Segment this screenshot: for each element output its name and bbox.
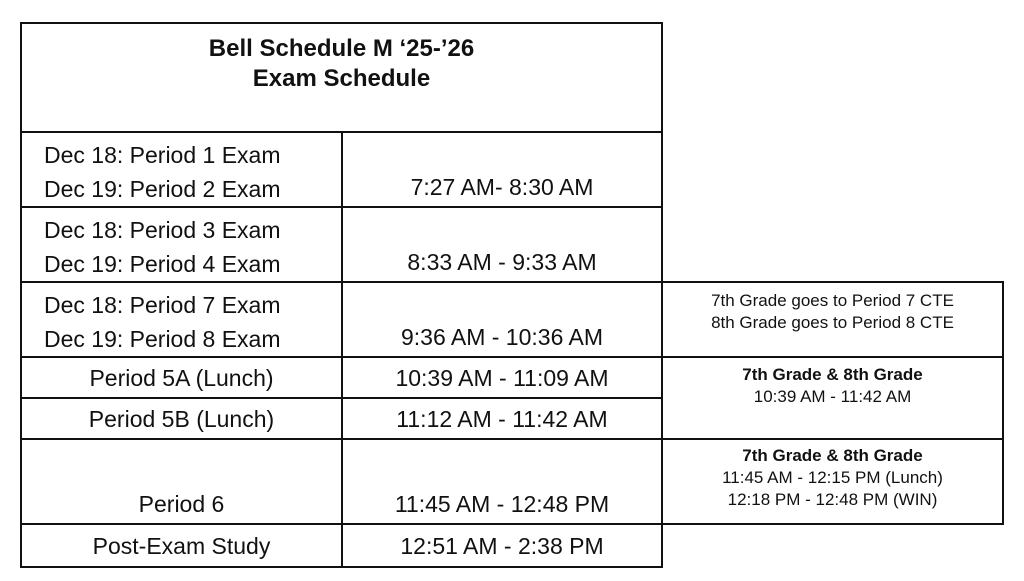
time-cell (341, 438, 663, 525)
note-line: 8th Grade goes to Period 8 CTE (711, 313, 954, 332)
exam-line: Dec 18: Period 7 Exam (44, 292, 281, 318)
exam-cell-period-7-8 (20, 281, 343, 358)
exam-line: Dec 19: Period 2 Exam (44, 176, 281, 202)
cte-note (661, 281, 1004, 358)
period-6-note (661, 438, 1004, 525)
note-heading (663, 364, 1002, 386)
exam-line: Dec 18: Period 3 Exam (44, 217, 281, 243)
time-cell (341, 281, 663, 358)
exam-line: Dec 19: Period 4 Exam (44, 251, 281, 277)
note-heading (663, 445, 1002, 467)
period-label: Period 6 (138, 491, 225, 517)
time-cell (341, 397, 663, 440)
period-label: Period 5B (Lunch) (88, 405, 275, 432)
period-cell-5a (20, 356, 343, 399)
note-line: 7th Grade goes to Period 7 CTE (711, 291, 954, 310)
title-line-1: Bell Schedule M ‘25-’26 (208, 35, 475, 62)
note-line: 11:45 AM - 12:15 PM (Lunch) (722, 468, 943, 487)
exam-line: Dec 19: Period 8 Exam (44, 326, 281, 352)
period-cell-post-exam (20, 523, 343, 568)
time-value: 8:33 AM - 9:33 AM (407, 249, 597, 275)
time-value: 11:45 AM - 12:48 PM (394, 491, 610, 517)
period-label: Period 5A (Lunch) (89, 364, 274, 391)
note-line: 10:39 AM - 11:42 AM (753, 387, 912, 406)
period-label: Post-Exam Study (92, 532, 271, 559)
exam-line: Dec 18: Period 1 Exam (44, 142, 281, 168)
title-line-2: Exam Schedule (252, 65, 431, 92)
lunch-note (661, 356, 1004, 440)
note-line: 12:18 PM - 12:48 PM (WIN) (727, 490, 938, 509)
time-value: 7:27 AM- 8:30 AM (410, 174, 594, 200)
exam-cell-period-1-2 (20, 131, 343, 208)
period-cell-5b (20, 397, 343, 440)
exam-cell-period-3-4 (20, 206, 343, 283)
period-cell-6 (20, 438, 343, 525)
time-cell (341, 523, 663, 568)
time-value: 9:36 AM - 10:36 AM (400, 324, 603, 350)
time-value: 10:39 AM - 11:09 AM (395, 364, 609, 391)
time-cell (341, 131, 663, 208)
time-cell (341, 356, 663, 399)
time-value: 12:51 AM - 2:38 PM (400, 532, 604, 559)
note-heading-text: 7th Grade & 8th Grade (742, 365, 923, 384)
note-heading-text: 7th Grade & 8th Grade (742, 446, 923, 465)
schedule-title (20, 22, 663, 133)
time-cell (341, 206, 663, 283)
time-value: 11:12 AM - 11:42 AM (396, 405, 608, 432)
